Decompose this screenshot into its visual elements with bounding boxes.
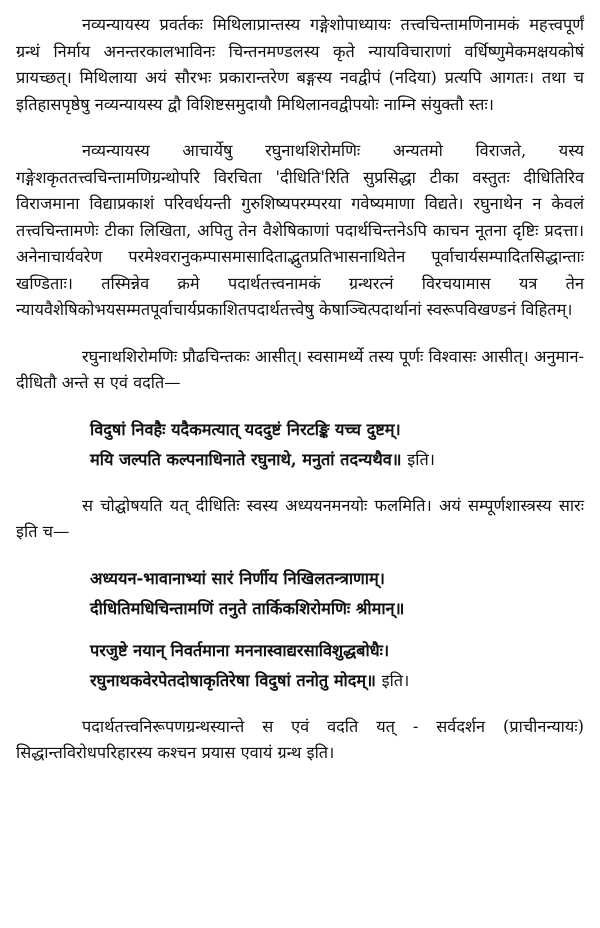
verse-3: [16, 636, 584, 696]
verse-1-suffix: इति।: [407, 449, 435, 469]
verse-3-suffix: इति।: [381, 670, 410, 690]
verse-2: [16, 564, 584, 624]
verse-3-line-1: परजुष्टे नयान् निवर्तमाना मननास्वाद्यरसाविशुद्धबोधैः।: [90, 640, 390, 660]
verse-1: [16, 415, 584, 475]
verse-1-line-2: [90, 445, 584, 475]
paragraph-gap: [16, 324, 584, 344]
verse-3-line-2: [90, 666, 584, 696]
paragraph-3: रघुनाथशिरोमणिः प्रौढचिन्तकः आसीत्। स्वसामर्थ्ये तस्य पूर्णः विश्वासः आसीत्। अनुमान-दीधितौ अन्ते स एवं वदति—: [16, 346, 584, 392]
verse-2-line-2: दीधितिमधिचिन्तामणिं तनुते तार्किकशिरोमणिः श्रीमान्॥: [90, 598, 405, 618]
verse-1-line-2-text: मयि जल्पति कल्पनाधिनाते रघुनाथे, मनुतां तदन्यथैव॥: [90, 449, 402, 469]
paragraph-gap: [16, 696, 584, 714]
paragraph-2: नव्यन्यायस्य आचार्येषु रघुनाथशिरोमणिः अन्यतमो विराजते, यस्य गङ्गेशकृततत्त्वचिन्तामणिग्रन्थोपरि विरचिता 'दीधिति'रिति सुप्रसिद्धा टीका वस्तुतः दीधितिरिव विराजमाना विद्याप्रकाशं परिवर्धयन्ती गुरुशिष्यपरम्परया गवेष्यमाणा विद्यते। रघुनाथेन न केवलं तत्त्वचिन्तामणेः टीका लिखिता, अपितु तेन वैशेषिकाणां पदार्थचिन्तनेऽपि काचन नूतना दृष्टिः प्रदत्ता। अनेनाचार्यवरेण परमेश्वरानुकम्पासमासादिताद्भुतप्रतिभासनाथितेन पूर्वाचार्यसम्पादितसिद्धान्ताः खण्डिताः। तस्मिन्नेव क्रमे पदार्थतत्त्वनामकं ग्रन्थरत्नं विरचयामास यत्र तेन न्यायवैशेषिकोभयसम्मतपूर्वाचार्यप्रकाशितपदार्थतत्त्वेषु केषाञ्चित्पदार्थानां स्वरूपविखण्डनं विहितम्।: [16, 141, 584, 319]
verse-3-line-2-text: रघुनाथकवेरपेतदोषाकृतिरेषा विदुषां तनोतु मोदम्॥: [90, 670, 376, 690]
verse-2-line-1: अध्ययन-भावानाभ्यां सारं निर्णीय निखिलतन्त्राणाम्।: [90, 568, 385, 588]
paragraph-5: पदार्थतत्त्वनिरूपणग्रन्थस्यान्ते स एवं वदति यत् - सर्वदर्शन (प्राचीनन्यायः) सिद्धान्तविरोधपरिहारस्य कश्चन प्रयास एवायं ग्रन्थ इति।: [16, 716, 584, 762]
paragraph-gap: [16, 475, 584, 493]
paragraph-gap: [16, 397, 584, 415]
paragraph-gap: [16, 118, 584, 138]
verse-1-line-1: विदुषां निवहैः यदैकमत्यात् यददुष्टं निरटङ्कि यच्च दुष्टम्।: [90, 419, 401, 439]
paragraph-gap: [16, 624, 584, 636]
paragraph-gap: [16, 546, 584, 564]
paragraph-4: स चोद्घोषयति यत् दीधितिः स्वस्य अध्ययनमनयोः फलमिति। अयं सम्पूर्णशास्त्रस्य सारः इति च—: [16, 495, 584, 541]
paragraph-1: नव्यन्यायस्य प्रवर्तकः मिथिलाप्रान्तस्य गङ्गेशोपाध्यायः तत्त्वचिन्तामणिनामकं महत्त्वपूर्णं ग्रन्थं निर्माय अनन्तरकालभाविनः चिन्तनमण्डलस्य कृते न्यायविचाराणां वर्धिष्णुमेकमक्षयकोषं प्रायच्छत्। मिथिलाया अयं सौरभः प्रकारान्तरेण बङ्गस्य नवद्वीपं (नदिया) प्रत्यपि आगतः। तथा च इतिहासपृष्ठेषु नव्यन्यायस्य द्वौ विशिष्टसमुदायौ मिथिलानवद्वीपयोः नाम्नि संयुक्तौ स्तः।: [16, 15, 584, 114]
